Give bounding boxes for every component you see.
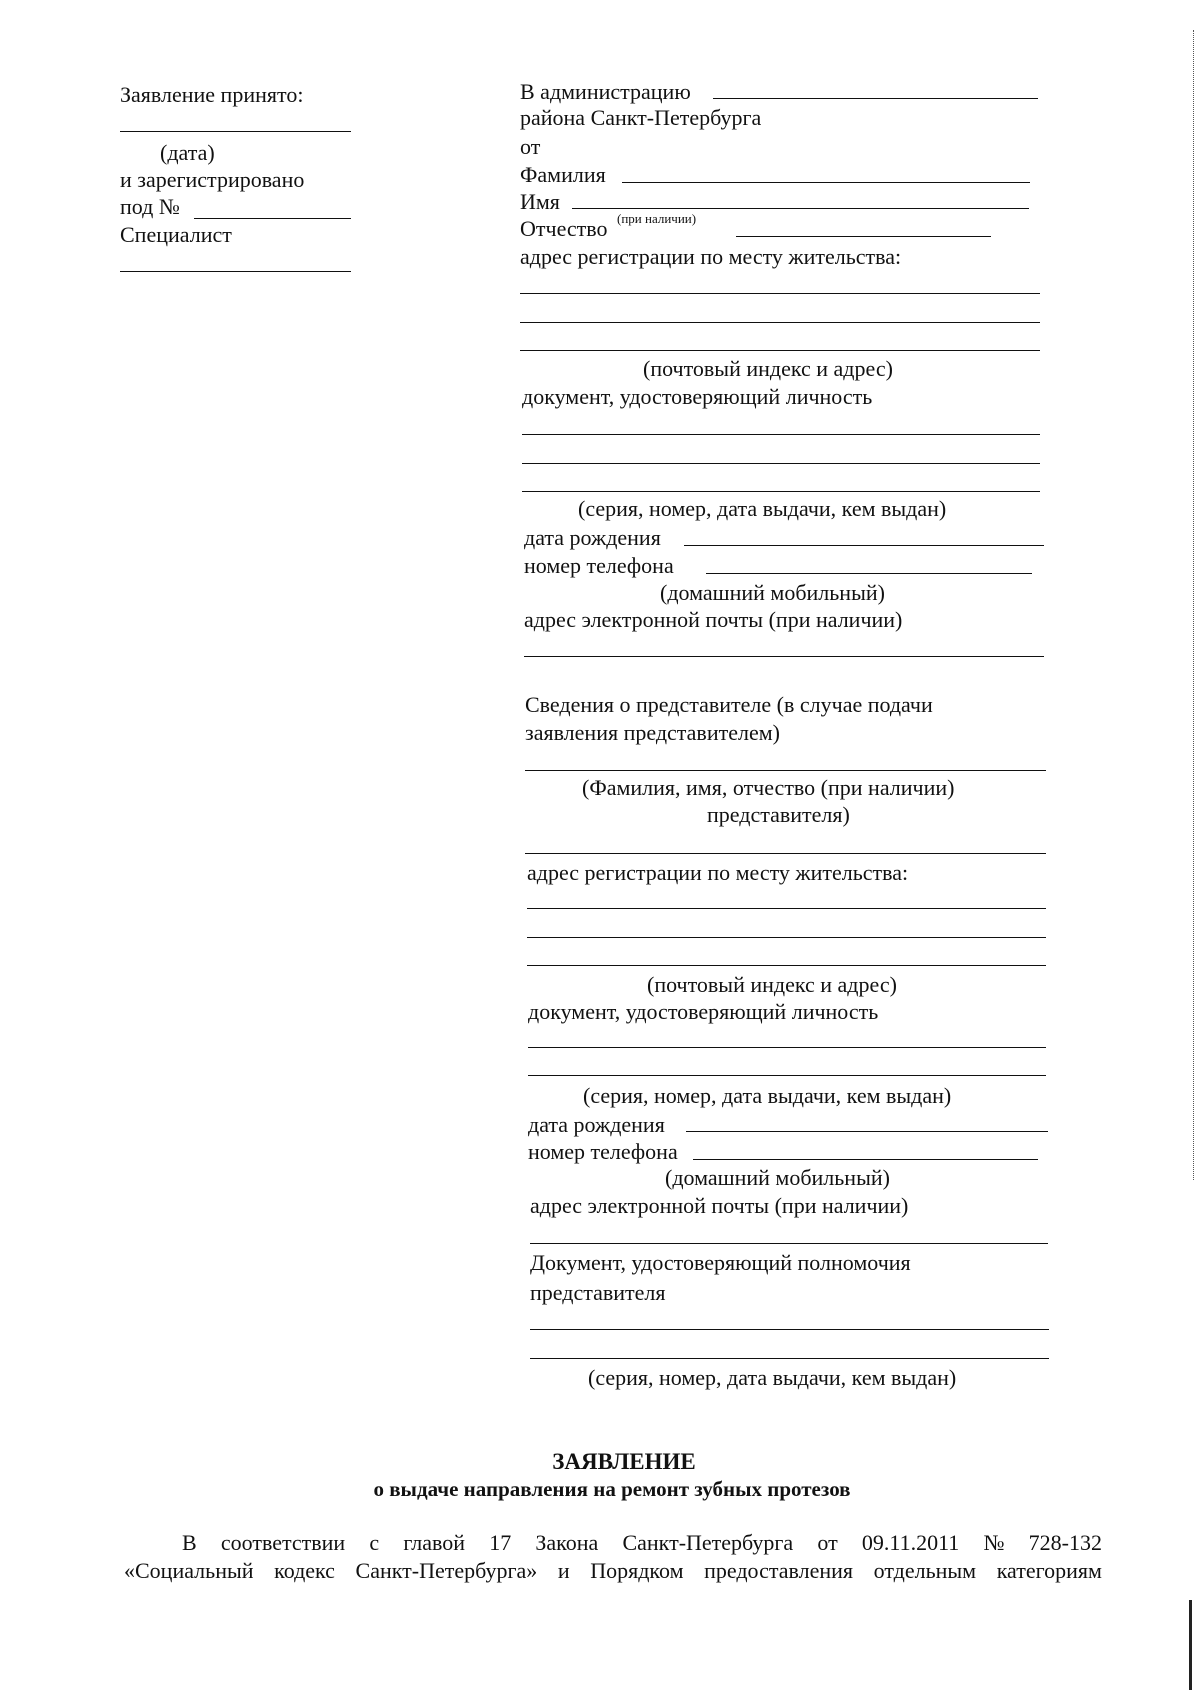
from-label: от <box>520 134 541 159</box>
patronymic-line[interactable] <box>736 236 991 237</box>
body-word: главой <box>403 1530 465 1555</box>
document-subtitle: о выдаче направления на ремонт зубных протезов <box>373 1477 851 1501</box>
reg-address-label: адрес регистрации по месту жительства: <box>520 244 902 269</box>
body-word: 09.11.2011 <box>861 1530 960 1555</box>
representative-id-doc-line-1[interactable] <box>528 1047 1046 1048</box>
patronymic-label: Отчество <box>520 216 608 241</box>
accepted-label: Заявление принято: <box>120 82 304 107</box>
to-admin-label: В администрацию <box>520 79 691 104</box>
authority-doc-line-2[interactable] <box>530 1358 1049 1359</box>
representative-phone-line[interactable] <box>693 1159 1038 1160</box>
body-word: № <box>983 1530 1005 1555</box>
authority-doc-label-2: представителя <box>530 1280 666 1305</box>
date-caption: (дата) <box>160 140 215 165</box>
body-word: В <box>182 1530 197 1555</box>
representative-address-line-3[interactable] <box>527 965 1046 966</box>
representative-email-label: адрес электронной почты (при наличии) <box>530 1193 909 1218</box>
representative-postal-caption: (почтовый индекс и адрес) <box>647 972 897 997</box>
address-line-2[interactable] <box>520 322 1040 323</box>
representative-birth-date-line[interactable] <box>686 1131 1048 1132</box>
representative-fio-caption-1: (Фамилия, имя, отчество (при наличии) <box>582 775 955 800</box>
representative-fio-caption-2: представителя) <box>707 802 850 827</box>
body-word: Закона <box>535 1530 599 1555</box>
representative-id-doc-label: документ, удостоверяющий личность <box>528 999 879 1024</box>
body-word: предоставления <box>704 1558 854 1583</box>
specialist-label: Специалист <box>120 222 232 247</box>
representative-fio-line-2[interactable] <box>525 853 1046 854</box>
registration-number-line[interactable] <box>194 218 351 219</box>
email-label: адрес электронной почты (при наличии) <box>524 607 903 632</box>
name-label: Имя <box>520 189 560 214</box>
representative-phone-caption: (домашний мобильный) <box>665 1165 890 1190</box>
body-word: категориям <box>996 1558 1102 1583</box>
body-line-2 <box>124 1558 1102 1584</box>
representative-email-line[interactable] <box>530 1243 1048 1244</box>
body-word: 728-132 <box>1028 1530 1102 1555</box>
phone-label: номер телефона <box>524 553 674 578</box>
address-line-3[interactable] <box>520 350 1040 351</box>
admin-line[interactable] <box>713 98 1038 99</box>
body-word: 17 <box>489 1530 512 1555</box>
body-word: отдельным <box>873 1558 977 1583</box>
phone-caption: (домашний мобильный) <box>660 580 885 605</box>
under-no-label: под № <box>120 194 180 219</box>
body-word: с <box>369 1530 380 1555</box>
patronymic-note: (при наличии) <box>617 211 697 226</box>
surname-label: Фамилия <box>520 162 606 187</box>
body-word: соответствии <box>220 1530 346 1555</box>
name-line[interactable] <box>572 208 1029 209</box>
scan-edge-mark-bottom <box>1189 1600 1192 1690</box>
id-doc-caption: (серия, номер, дата выдачи, кем выдан) <box>578 496 947 521</box>
representative-phone-label: номер телефона <box>528 1139 678 1164</box>
authority-doc-caption: (серия, номер, дата выдачи, кем выдан) <box>588 1365 957 1390</box>
accepted-date-line[interactable] <box>120 131 351 132</box>
phone-line[interactable] <box>706 573 1032 574</box>
representative-info-line2: заявления представителем) <box>525 720 780 745</box>
birth-date-line[interactable] <box>684 545 1044 546</box>
representative-info-line1: Сведения о представителе (в случае подачи <box>525 692 933 717</box>
specialist-line[interactable] <box>120 271 351 272</box>
scan-edge-mark <box>1193 30 1194 1180</box>
body-word: «Социальный <box>124 1558 254 1583</box>
authority-doc-line-1[interactable] <box>530 1329 1049 1330</box>
representative-reg-address-label: адрес регистрации по месту жительства: <box>527 860 909 885</box>
representative-birth-date-label: дата рождения <box>528 1112 665 1137</box>
body-word: и <box>557 1558 570 1583</box>
body-word: Санкт-Петербурга» <box>355 1558 538 1583</box>
id-doc-label: документ, удостоверяющий личность <box>522 384 873 409</box>
representative-id-doc-line-2[interactable] <box>528 1075 1046 1076</box>
representative-fio-line[interactable] <box>525 770 1046 771</box>
authority-doc-label-1: Документ, удостоверяющий полномочия <box>530 1250 911 1275</box>
body-word: Санкт-Петербурга <box>622 1530 794 1555</box>
district-label: района Санкт-Петербурга <box>520 105 762 130</box>
registered-label: и зарегистрировано <box>120 167 305 192</box>
body-word: кодекс <box>274 1558 335 1583</box>
representative-address-line-2[interactable] <box>527 937 1046 938</box>
surname-line[interactable] <box>622 182 1030 183</box>
email-line[interactable] <box>524 656 1044 657</box>
id-doc-line-2[interactable] <box>522 463 1040 464</box>
birth-date-label: дата рождения <box>524 525 661 550</box>
id-doc-line-3[interactable] <box>522 491 1040 492</box>
body-word: Порядком <box>590 1558 684 1583</box>
document-title: ЗАЯВЛЕНИЕ <box>552 1449 696 1474</box>
representative-address-line-1[interactable] <box>527 908 1046 909</box>
address-line-1[interactable] <box>520 293 1040 294</box>
body-word: от <box>817 1530 838 1555</box>
body-line-1 <box>182 1530 1102 1556</box>
id-doc-line-1[interactable] <box>522 434 1040 435</box>
postal-caption: (почтовый индекс и адрес) <box>643 356 893 381</box>
representative-id-doc-caption: (серия, номер, дата выдачи, кем выдан) <box>583 1083 952 1108</box>
